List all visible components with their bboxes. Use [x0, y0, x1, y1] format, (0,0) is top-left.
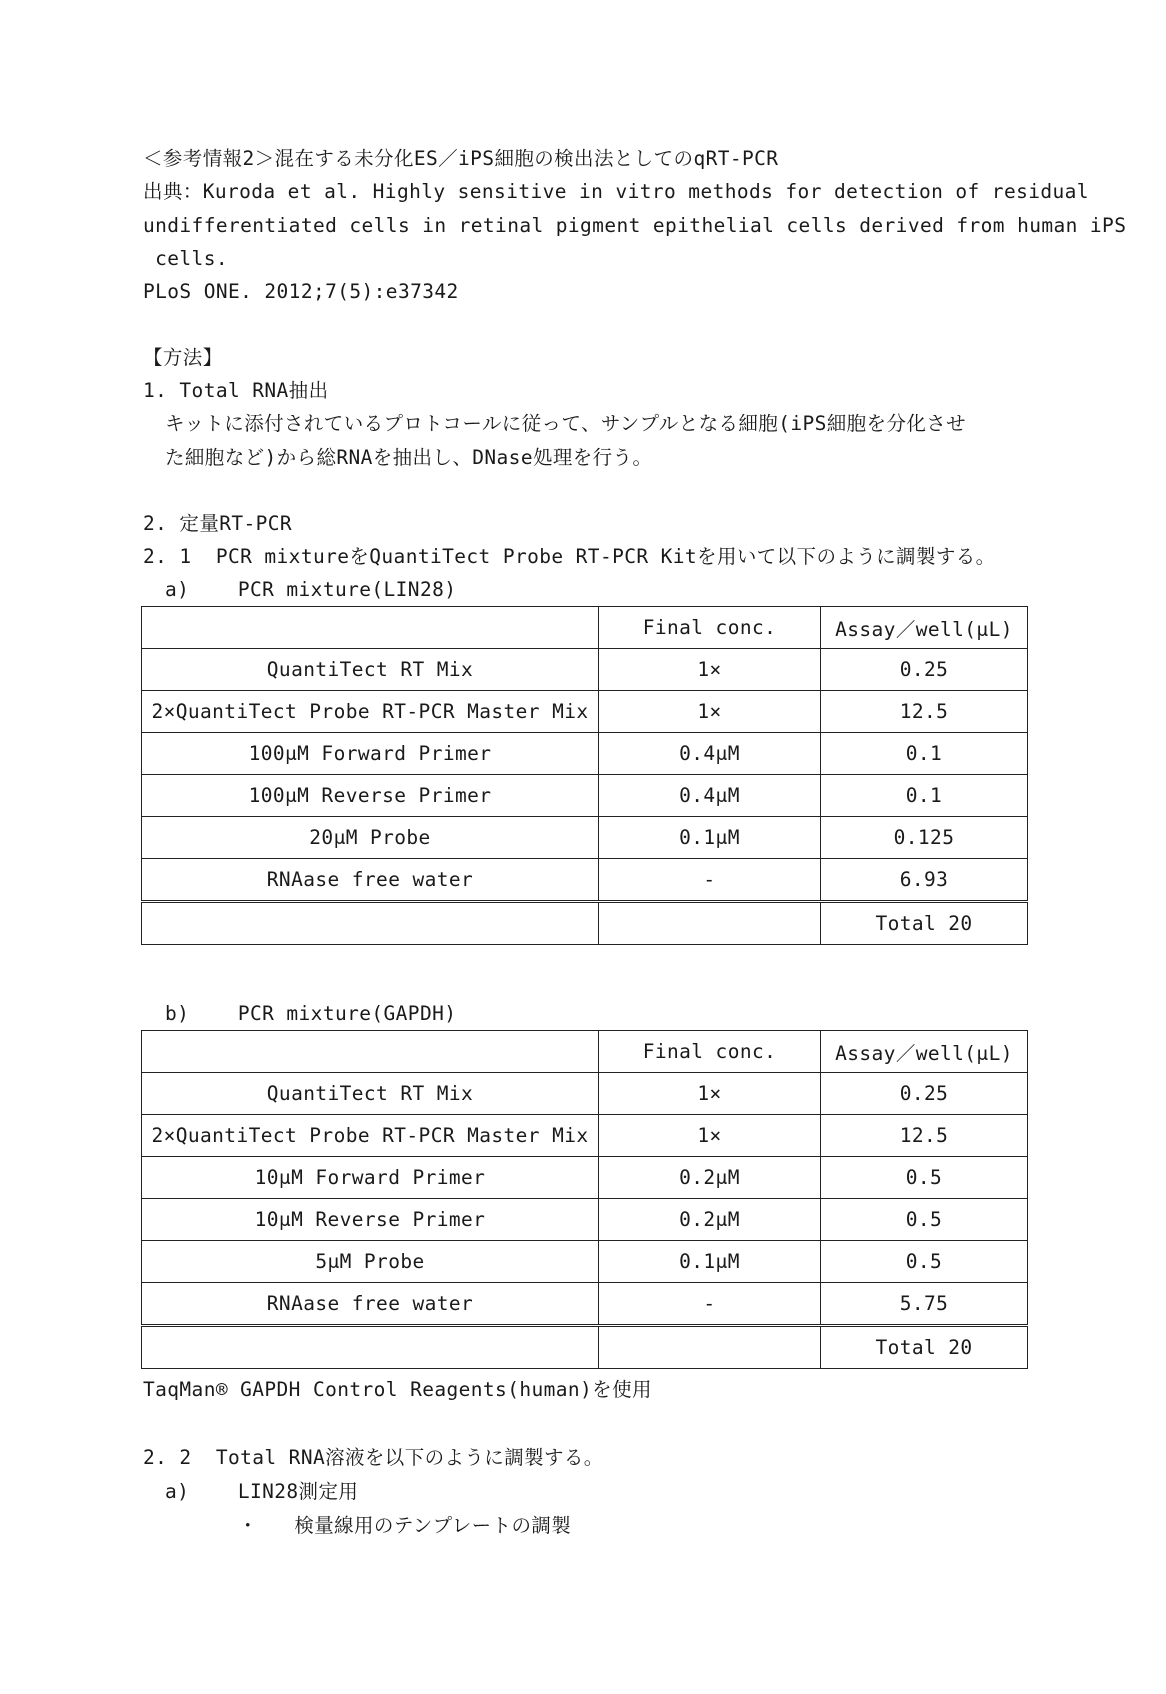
section-1-title: 1. Total RNA抽出: [143, 379, 329, 402]
conc-cell: 0.4μM: [599, 733, 821, 775]
conc-cell: 1×: [599, 691, 821, 733]
section-2-title: 2. 定量RT-PCR: [143, 512, 293, 535]
table-row: [142, 859, 1028, 902]
methods-heading: 【方法】: [143, 346, 223, 369]
volume-cell: 12.5: [821, 691, 1028, 733]
reagent-cell: 20μM Probe: [142, 817, 599, 859]
total-value-cell: Total 20: [821, 902, 1028, 945]
table-row: [142, 1283, 1028, 1326]
conc-cell: 0.2μM: [599, 1157, 821, 1199]
conc-cell: 1×: [599, 649, 821, 691]
table-row: [142, 1199, 1028, 1241]
table-row: [142, 775, 1028, 817]
header-cell: Final conc.: [599, 1031, 821, 1073]
volume-cell: 0.25: [821, 1073, 1028, 1115]
page-title: ＜参考情報2＞混在する未分化ES／iPS細胞の検出法としてのqRT-PCR: [143, 147, 779, 170]
table-row: [142, 691, 1028, 733]
volume-cell: 0.1: [821, 733, 1028, 775]
total-row: [142, 1326, 1028, 1369]
reagent-cell: 2×QuantiTect Probe RT-PCR Master Mix: [142, 691, 599, 733]
table-header-row: [142, 607, 1028, 649]
volume-cell: 0.25: [821, 649, 1028, 691]
table-b-label: b) PCR mixture(GAPDH): [165, 1002, 457, 1025]
table-row: [142, 1115, 1028, 1157]
table-row: [142, 1241, 1028, 1283]
section-1-body-line-1: キットに添付されているプロトコールに従って、サンプルとなる細胞(iPS細胞を分化させ: [165, 412, 967, 435]
conc-cell: -: [599, 859, 821, 902]
conc-cell: 1×: [599, 1073, 821, 1115]
reagent-cell: 10μM Forward Primer: [142, 1157, 599, 1199]
section-2-2-title: 2. 2 Total RNA溶液を以下のように調製する。: [143, 1446, 604, 1469]
reagent-cell: 10μM Reverse Primer: [142, 1199, 599, 1241]
volume-cell: 0.5: [821, 1241, 1028, 1283]
header-cell: Assay／well(μL): [821, 1031, 1028, 1073]
total-blank-cell: [142, 902, 599, 945]
volume-cell: 12.5: [821, 1115, 1028, 1157]
volume-cell: 6.93: [821, 859, 1028, 902]
total-blank-cell: [142, 1326, 599, 1369]
volume-cell: 0.5: [821, 1199, 1028, 1241]
source-citation-line-2: undifferentiated cells in retinal pigment epithelial cells derived from human iPS: [143, 214, 1127, 237]
volume-cell: 5.75: [821, 1283, 1028, 1326]
section-2-2-a-label: a) LIN28測定用: [165, 1480, 359, 1503]
table-row: [142, 1157, 1028, 1199]
conc-cell: 0.4μM: [599, 775, 821, 817]
reagent-cell: 5μM Probe: [142, 1241, 599, 1283]
source-citation-line-1: 出典：Kuroda et al. Highly sensitive in vitro methods for detection of residual: [143, 180, 1089, 203]
conc-cell: 0.2μM: [599, 1199, 821, 1241]
total-blank-cell: [599, 902, 821, 945]
table-row: [142, 649, 1028, 691]
reagent-cell: 2×QuantiTect Probe RT-PCR Master Mix: [142, 1115, 599, 1157]
gapdh-reagent-note: TaqMan® GAPDH Control Reagents(human)を使用: [143, 1378, 652, 1401]
section-2-1-title: 2. 1 PCR mixtureをQuantiTect Probe RT-PCR Kitを用いて以下のように調製する。: [143, 545, 996, 568]
volume-cell: 0.5: [821, 1157, 1028, 1199]
table-header-row: [142, 1031, 1028, 1073]
reagent-cell: 100μM Forward Primer: [142, 733, 599, 775]
conc-cell: 0.1μM: [599, 817, 821, 859]
section-1-body-line-2: た細胞など)から総RNAを抽出し、DNase処理を行う。: [165, 446, 653, 469]
pcr-mixture-lin28-table: [141, 606, 1028, 945]
header-cell: Final conc.: [599, 607, 821, 649]
volume-cell: 0.125: [821, 817, 1028, 859]
header-cell: [142, 607, 599, 649]
bullet-item: ・ 検量線用のテンプレートの調製: [238, 1514, 572, 1537]
conc-cell: 1×: [599, 1115, 821, 1157]
table-row: [142, 817, 1028, 859]
reagent-cell: QuantiTect RT Mix: [142, 1073, 599, 1115]
conc-cell: 0.1μM: [599, 1241, 821, 1283]
pcr-mixture-gapdh-table: [141, 1030, 1028, 1369]
table-row: [142, 1073, 1028, 1115]
reagent-cell: 100μM Reverse Primer: [142, 775, 599, 817]
conc-cell: -: [599, 1283, 821, 1326]
reagent-cell: QuantiTect RT Mix: [142, 649, 599, 691]
total-blank-cell: [599, 1326, 821, 1369]
reagent-cell: RNAase free water: [142, 859, 599, 902]
source-citation-line-3: cells.: [143, 247, 228, 270]
header-cell: Assay／well(μL): [821, 607, 1028, 649]
table-a-label: a) PCR mixture(LIN28): [165, 578, 457, 601]
journal-reference: PLoS ONE. 2012;7(5):e37342: [143, 280, 459, 303]
reagent-cell: RNAase free water: [142, 1283, 599, 1326]
header-cell: [142, 1031, 599, 1073]
volume-cell: 0.1: [821, 775, 1028, 817]
total-value-cell: Total 20: [821, 1326, 1028, 1369]
table-row: [142, 733, 1028, 775]
total-row: [142, 902, 1028, 945]
